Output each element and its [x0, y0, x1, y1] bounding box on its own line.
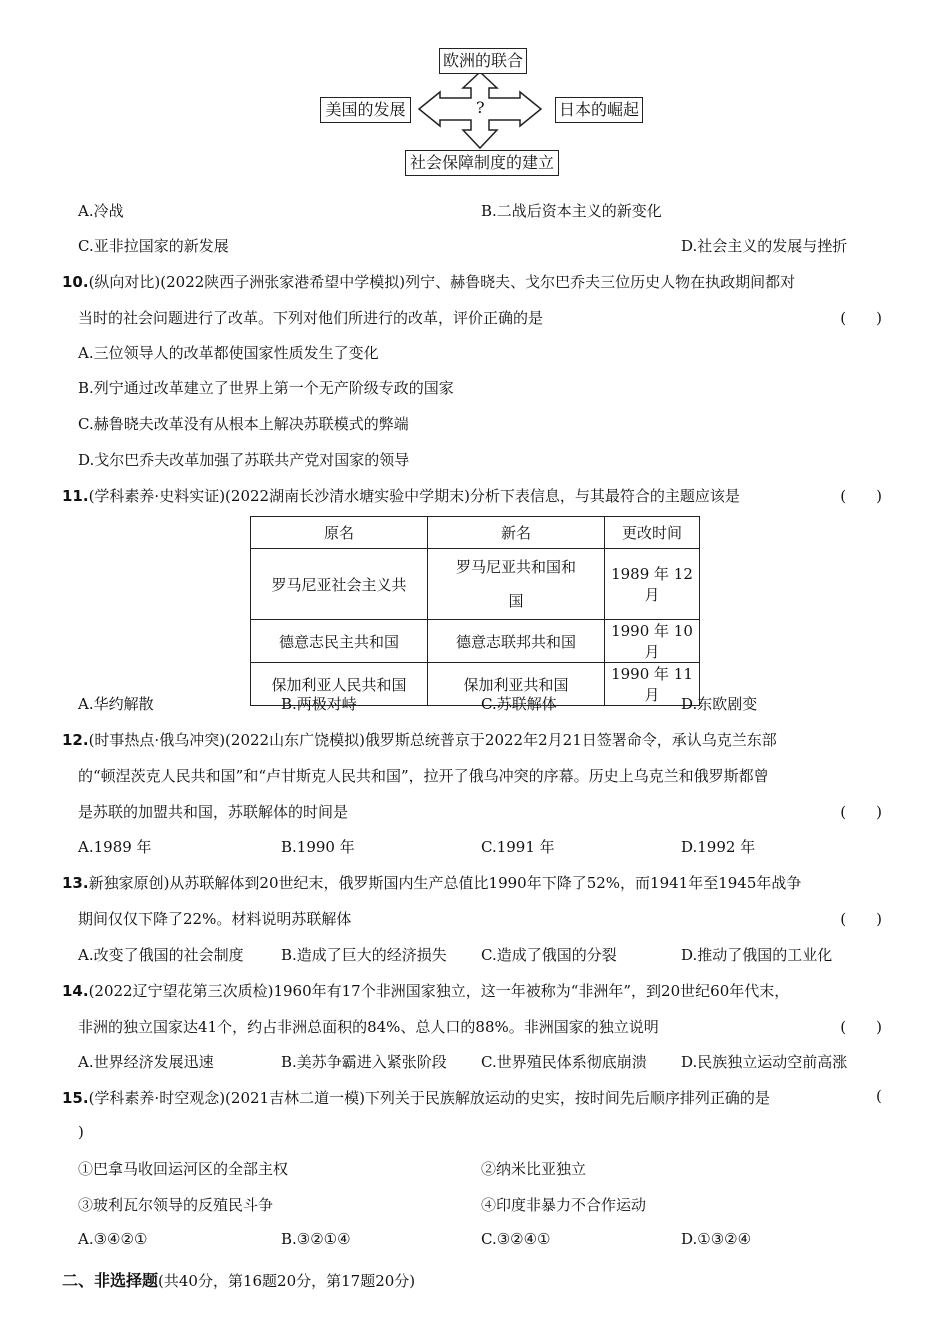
q10-answer-paren: ( )	[840, 309, 882, 327]
table-cell: 1990 年 11 月	[605, 663, 700, 706]
q12-answer-paren: ( )	[840, 803, 882, 821]
q11-text1: (学科素养·史料实证)(2022湖南长沙清水塘实验中学期末)分析下表信息，与其最符合的主题应该是	[88, 487, 740, 505]
q14-answer-paren: ( )	[840, 1018, 882, 1036]
q9-option-b: B.二战后资本主义的新变化	[481, 202, 662, 220]
q12-number: 12.	[62, 731, 89, 749]
q15-number: 15.	[62, 1089, 89, 1107]
q13-option-b: B.造成了巨大的经济损失	[281, 946, 447, 964]
q14-line2: 非洲的独立国家达41个，约占非洲总面积的84%、总人口的88%。非洲国家的独立说明	[78, 1018, 659, 1036]
q15-item-4: ④印度非暴力不合作运动	[481, 1196, 647, 1214]
table-row	[251, 620, 700, 663]
table-cell: 1989 年 12 月	[605, 549, 700, 620]
section-2-title: 二、非选择题	[62, 1271, 159, 1290]
table-cell: 德意志联邦共和国	[428, 620, 605, 663]
q14-text1: (2022辽宁望花第三次质检)1960年有17个非洲国家独立，这一年被称为“非洲年”，到20世纪60年代末，	[88, 982, 790, 1000]
q15-item-2: ②纳米比亚独立	[481, 1160, 587, 1178]
q12-option-c: C.1991 年	[481, 838, 555, 856]
q15-option-d: D.①③②④	[681, 1230, 752, 1248]
q11-number: 11.	[62, 487, 89, 505]
q11-line1	[62, 485, 740, 506]
q12-line1	[62, 729, 777, 750]
q12-option-b: B.1990 年	[281, 838, 355, 856]
q13-option-a: A.改变了俄国的社会制度	[78, 946, 244, 964]
table-header-change-date: 更改时间	[605, 517, 700, 549]
q14-number: 14.	[62, 982, 89, 1000]
q11-option-a: A.华约解散	[78, 695, 154, 713]
q14-line1	[62, 980, 789, 1001]
q13-text1: 新独家原创)从苏联解体到20世纪末，俄罗斯国内生产总值比1990年下降了52%，而1941年至1945年战争	[88, 874, 802, 892]
q13-line2: 期间仅仅下降了22%。材料说明苏联解体	[78, 910, 352, 928]
q13-option-c: C.造成了俄国的分裂	[481, 946, 617, 964]
q15-text1: (学科素养·时空观念)(2021吉林二道一模)下列关于民族解放运动的史实，按时间先后顺序排列正确的是	[88, 1089, 770, 1107]
q13-number: 13.	[62, 874, 89, 892]
section-2-note: (共40分，第16题20分，第17题20分)	[158, 1272, 416, 1290]
table-cell: 保加利亚共和国	[428, 663, 605, 706]
diagram-center-question: ?	[476, 98, 485, 117]
q12-option-a: A.1989 年	[78, 838, 152, 856]
q11-option-d: D.东欧剧变	[681, 695, 758, 713]
q10-line2: 当时的社会问题进行了改革。下列对他们所进行的改革，评价正确的是	[78, 309, 544, 327]
q15-option-c: C.③②④①	[481, 1230, 551, 1248]
q12-line2: 的“顿涅茨克人民共和国”和“卢甘斯克人民共和国”，拉开了俄乌冲突的序幕。历史上乌克兰和俄罗斯都曾	[78, 767, 769, 785]
table-header-new-name: 新名	[428, 517, 605, 549]
diagram-node-top: 欧洲的联合	[439, 48, 527, 74]
q11-answer-paren: ( )	[840, 487, 882, 505]
q12-line3: 是苏联的加盟共和国，苏联解体的时间是	[78, 803, 349, 821]
q15-option-a: A.③④②①	[78, 1230, 148, 1248]
q12-text1: (时事热点·俄乌冲突)(2022山东广饶模拟)俄罗斯总统普京于2022年2月21日签署命令，承认乌克兰东部	[88, 731, 777, 749]
table-row	[251, 549, 700, 620]
q13-answer-paren: ( )	[840, 910, 882, 928]
q13-option-d: D.推动了俄国的工业化	[681, 946, 833, 964]
section-2-heading	[62, 1268, 415, 1291]
q15-option-b: B.③②①④	[281, 1230, 351, 1248]
q15-item-1: ①巴拿马收回运河区的全部主权	[78, 1160, 289, 1178]
q14-option-d: D.民族独立运动空前高涨	[681, 1053, 848, 1071]
q10-line1	[62, 271, 795, 292]
q10-option-b: B.列宁通过改革建立了世界上第一个无产阶级专政的国家	[78, 379, 454, 397]
table-cell: 保加利亚人民共和国	[251, 663, 428, 706]
q14-option-b: B.美苏争霸进入紧张阶段	[281, 1053, 447, 1071]
table-cell-line: 国	[508, 592, 524, 610]
q11-option-b: B.两极对峙	[281, 695, 357, 713]
table-cell: 德意志民主共和国	[251, 620, 428, 663]
table-cell-line: 罗马尼亚共和国和	[455, 558, 576, 576]
q10-text1: (纵向对比)(2022陕西子洲张家港希望中学模拟)列宁、赫鲁晓夫、戈尔巴乔夫三位历史人物在执政期间都对	[88, 273, 796, 291]
q15-item-3: ③玻利瓦尔领导的反殖民斗争	[78, 1196, 274, 1214]
table-cell	[428, 549, 605, 620]
q10-option-d: D.戈尔巴乔夫改革加强了苏联共产党对国家的领导	[78, 451, 410, 469]
q11-option-c: C.苏联解体	[481, 695, 557, 713]
q9-option-a: A.冷战	[78, 202, 124, 220]
q12-option-d: D.1992 年	[681, 838, 756, 856]
q9-option-d: D.社会主义的发展与挫折	[681, 237, 848, 255]
diagram-node-right: 日本的崛起	[555, 97, 643, 123]
q14-option-a: A.世界经济发展迅速	[78, 1053, 214, 1071]
q10-option-a: A.三位领导人的改革都使国家性质发生了变化	[78, 344, 379, 362]
q9-option-c: C.亚非拉国家的新发展	[78, 237, 229, 255]
q15-line1	[62, 1087, 770, 1108]
table-cell: 罗马尼亚社会主义共	[251, 549, 428, 620]
diagram-node-bottom: 社会保障制度的建立	[405, 150, 559, 176]
q10-option-c: C.赫鲁晓夫改革没有从根本上解决苏联模式的弊端	[78, 415, 409, 433]
diagram-node-left: 美国的发展	[320, 97, 411, 123]
table-header-old-name: 原名	[251, 517, 428, 549]
q10-number: 10.	[62, 273, 89, 291]
q13-line1	[62, 872, 801, 893]
name-change-table	[250, 516, 700, 706]
q15-paren-open: (	[876, 1087, 882, 1105]
q14-option-c: C.世界殖民体系彻底崩溃	[481, 1053, 647, 1071]
q15-paren-close: )	[78, 1123, 84, 1141]
table-cell: 1990 年 10 月	[605, 620, 700, 663]
